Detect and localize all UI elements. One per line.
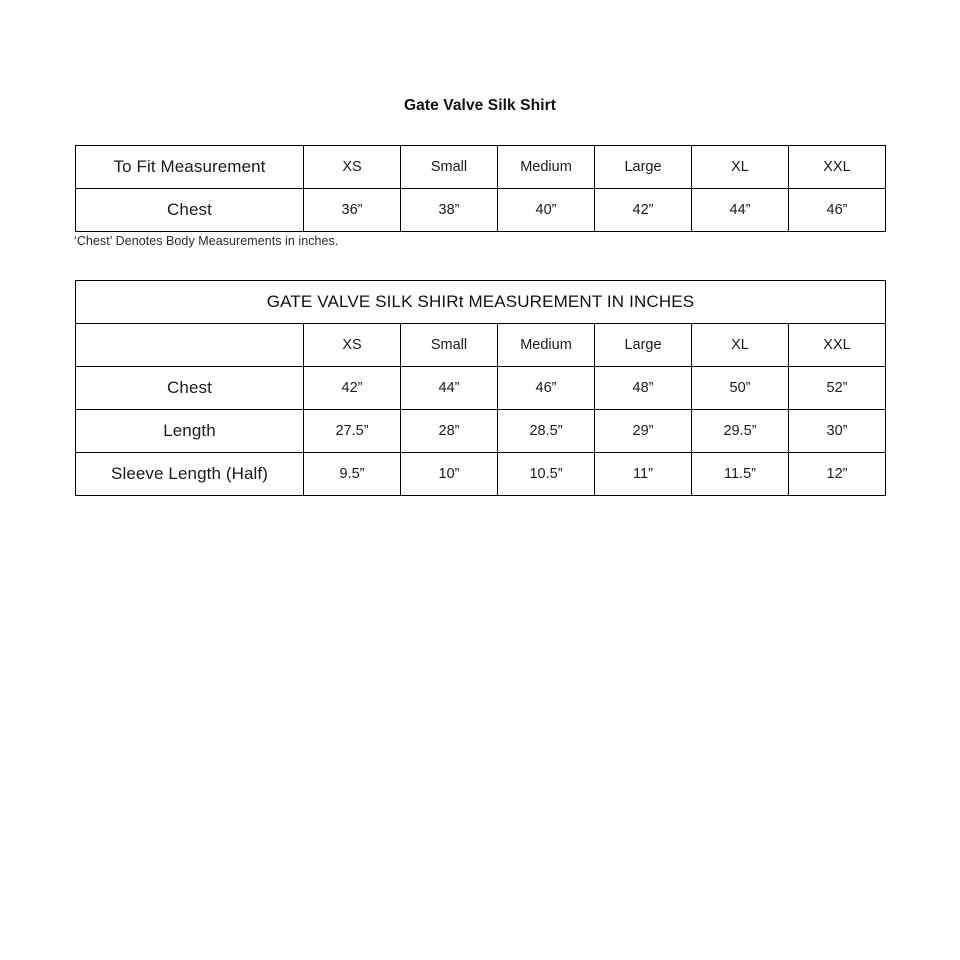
fit-table-chest-xs: 36” bbox=[304, 189, 401, 232]
table-row bbox=[76, 367, 886, 410]
page-title: Gate Valve Silk Shirt bbox=[403, 97, 556, 114]
fit-table-chest-xxl: 46” bbox=[789, 189, 886, 232]
measure-table-size-header-large: Large bbox=[595, 324, 692, 367]
measure-table-size-header-xs: XS bbox=[304, 324, 401, 367]
measure-table-chest-small: 44” bbox=[401, 367, 498, 410]
measure-table-chest-medium: 46” bbox=[498, 367, 595, 410]
table-header-row bbox=[76, 146, 886, 189]
measure-table-caption: GATE VALVE SILK SHIRt MEASUREMENT IN INCHES bbox=[76, 281, 886, 324]
measure-table-length-small: 28” bbox=[401, 410, 498, 453]
measure-table-label-header bbox=[76, 324, 304, 367]
measure-table-sleeve-xs: 9.5” bbox=[304, 453, 401, 496]
measure-table-sleeve-small: 10” bbox=[401, 453, 498, 496]
table-header-row bbox=[76, 324, 886, 367]
measure-table-length-xs: 27.5” bbox=[304, 410, 401, 453]
fit-table-chest-large: 42” bbox=[595, 189, 692, 232]
fit-table-size-header-small: Small bbox=[401, 146, 498, 189]
measure-table-length-large: 29” bbox=[595, 410, 692, 453]
measure-table-size-header-xxl: XXL bbox=[789, 324, 886, 367]
measure-table-chest-xxl: 52” bbox=[789, 367, 886, 410]
fit-table-size-header-large: Large bbox=[595, 146, 692, 189]
fit-table-label-header: To Fit Measurement bbox=[76, 146, 304, 189]
fit-table-size-header-xxl: XXL bbox=[789, 146, 886, 189]
fit-table-size-header-xl: XL bbox=[692, 146, 789, 189]
fit-measurement-table bbox=[75, 145, 886, 232]
table-row bbox=[76, 410, 886, 453]
chest-footnote: ‘Chest’ Denotes Body Measurements in inches. bbox=[74, 234, 339, 248]
fit-table-size-header-xs: XS bbox=[304, 146, 401, 189]
measure-table-length-xl: 29.5” bbox=[692, 410, 789, 453]
measure-table-length-xxl: 30” bbox=[789, 410, 886, 453]
measure-table-sleeve-xl: 11.5” bbox=[692, 453, 789, 496]
fit-table-chest-xl: 44” bbox=[692, 189, 789, 232]
table-caption-row bbox=[76, 281, 886, 324]
table-row bbox=[76, 189, 886, 232]
garment-measurement-table bbox=[75, 280, 886, 496]
fit-table-chest-small: 38” bbox=[401, 189, 498, 232]
measure-table-size-header-small: Small bbox=[401, 324, 498, 367]
measure-table-row-label-sleeve-length: Sleeve Length (Half) bbox=[76, 453, 304, 496]
measure-table-sleeve-medium: 10.5” bbox=[498, 453, 595, 496]
measure-table-size-header-medium: Medium bbox=[498, 324, 595, 367]
fit-table-row-label-chest: Chest bbox=[76, 189, 304, 232]
measure-table-sleeve-large: 11” bbox=[595, 453, 692, 496]
measure-table-chest-large: 48” bbox=[595, 367, 692, 410]
measure-table-row-label-chest: Chest bbox=[76, 367, 304, 410]
measure-table-chest-xs: 42” bbox=[304, 367, 401, 410]
measure-table-row-label-length: Length bbox=[76, 410, 304, 453]
measure-table-sleeve-xxl: 12” bbox=[789, 453, 886, 496]
fit-table-size-header-medium: Medium bbox=[498, 146, 595, 189]
table-row bbox=[76, 453, 886, 496]
measure-table-chest-xl: 50” bbox=[692, 367, 789, 410]
measure-table-length-medium: 28.5” bbox=[498, 410, 595, 453]
measure-table-size-header-xl: XL bbox=[692, 324, 789, 367]
fit-table-chest-medium: 40” bbox=[498, 189, 595, 232]
